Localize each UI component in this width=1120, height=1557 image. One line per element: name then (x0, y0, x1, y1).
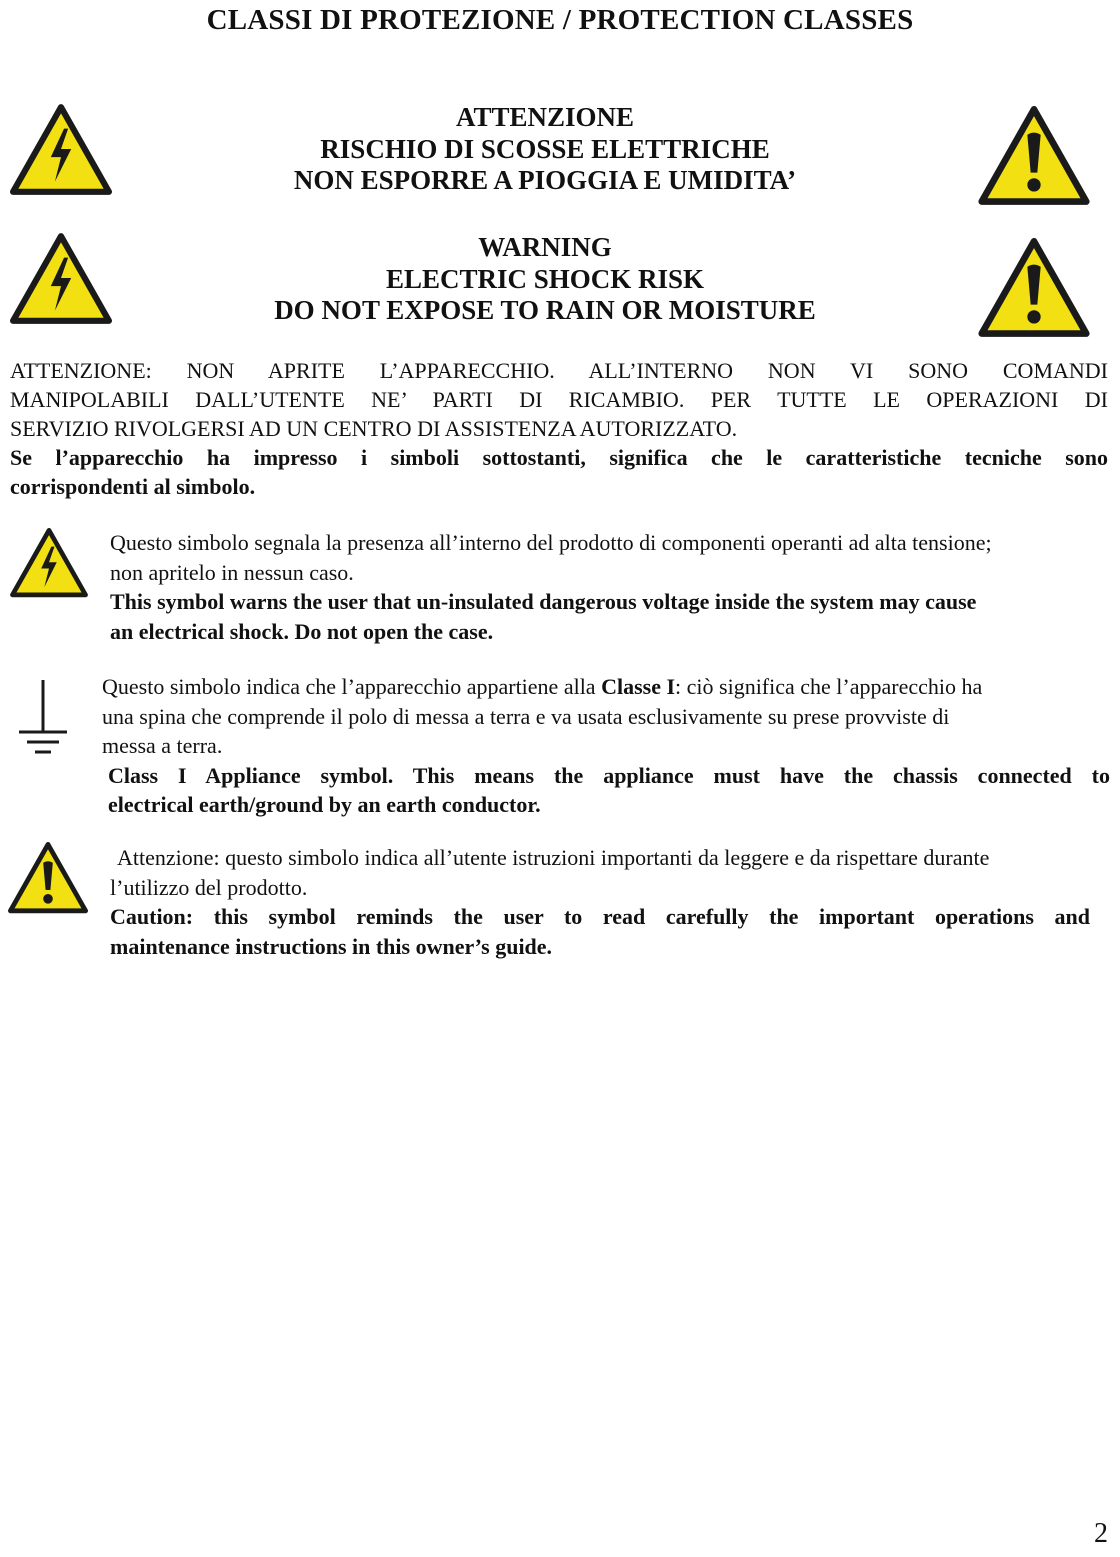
voltage-symbol-description (110, 528, 1108, 646)
exclamation-warning-icon (978, 106, 1090, 206)
voltage-en-line1: This symbol warns the user that un-insulated dangerous voltage inside the system may cause (110, 589, 977, 614)
warning-it-line2: RISCHIO DI SCOSSE ELETTRICHE (320, 133, 770, 164)
caution-en-line2: maintenance instructions in this owner’s guide. (110, 933, 553, 959)
intro-bold-line2: corrispondenti al simbolo. (10, 474, 256, 499)
caution-exclamation-icon (8, 842, 88, 914)
intro-it-line2: MANIPOLABILI DALL’UTENTE NE’ PARTI DI RICAMBIO. PER TUTTE LE OPERAZIONI DI (10, 387, 1108, 412)
class1-it-line2: una spina che comprende il polo di messa a terra e va usata esclusivamente su prese provviste di (102, 703, 950, 729)
warning-block-italian (0, 102, 1090, 197)
warning-en-line2: ELECTRIC SHOCK RISK (385, 263, 705, 294)
class1-en-line2: electrical earth/ground by an earth conductor. (108, 792, 541, 817)
warning-it-line1: ATTENZIONE (455, 102, 635, 132)
class1-it-line3: messa a terra. (102, 733, 223, 758)
warning-block-english (0, 232, 1090, 327)
voltage-en-line2: an electrical shock. Do not open the case. (110, 618, 494, 644)
caution-en-line1: Caution: this symbol reminds the user to read carefully the important operations and (110, 904, 1090, 929)
earth-ground-icon (14, 676, 72, 758)
exclamation-warning-icon (978, 238, 1090, 338)
caution-it-line2: l’utilizzo del prodotto. (110, 874, 308, 900)
class1-it-line1: Questo simbolo indica che l’apparecchio appartiene alla Classe I: ciò significa che l’apparecchio ha (102, 674, 983, 699)
caution-symbol-description (110, 843, 1108, 961)
intro-it-line1: ATTENZIONE: NON APRITE L’APPARECCHIO. ALL’INTERNO NON VI SONO COMANDI (10, 358, 1108, 383)
page-number: 2 (1094, 1518, 1108, 1549)
high-voltage-icon (10, 528, 88, 598)
intro-bold-line1: Se l’apparecchio ha impresso i simboli sottostanti, significa che le caratteristiche tecniche sono (10, 445, 1108, 470)
warning-en-line3: DO NOT EXPOSE TO RAIN OR MOISTURE (274, 295, 816, 325)
class1-symbol-description (102, 672, 1110, 820)
intro-paragraph (10, 356, 1108, 501)
warning-it-line3: NON ESPORRE A PIOGGIA E UMIDITA’ (293, 165, 797, 195)
warning-en-line1: WARNING (478, 232, 612, 262)
intro-it-line3: SERVIZIO RIVOLGERSI AD UN CENTRO DI ASSISTENZA AUTORIZZATO. (10, 416, 738, 441)
caution-it-line1: Attenzione: questo simbolo indica all’utente istruzioni importanti da leggere e da rispettare durante (117, 845, 990, 870)
page-title: CLASSI DI PROTEZIONE / PROTECTION CLASSES (206, 4, 914, 36)
voltage-it-line2: non apritelo in nessun caso. (110, 559, 354, 585)
class1-en-line1: Class I Appliance symbol. This means the appliance must have the chassis connected to (108, 762, 1110, 788)
voltage-it-line1: Questo simbolo segnala la presenza all’interno del prodotto di componenti operanti ad alta tensione; (110, 530, 992, 555)
